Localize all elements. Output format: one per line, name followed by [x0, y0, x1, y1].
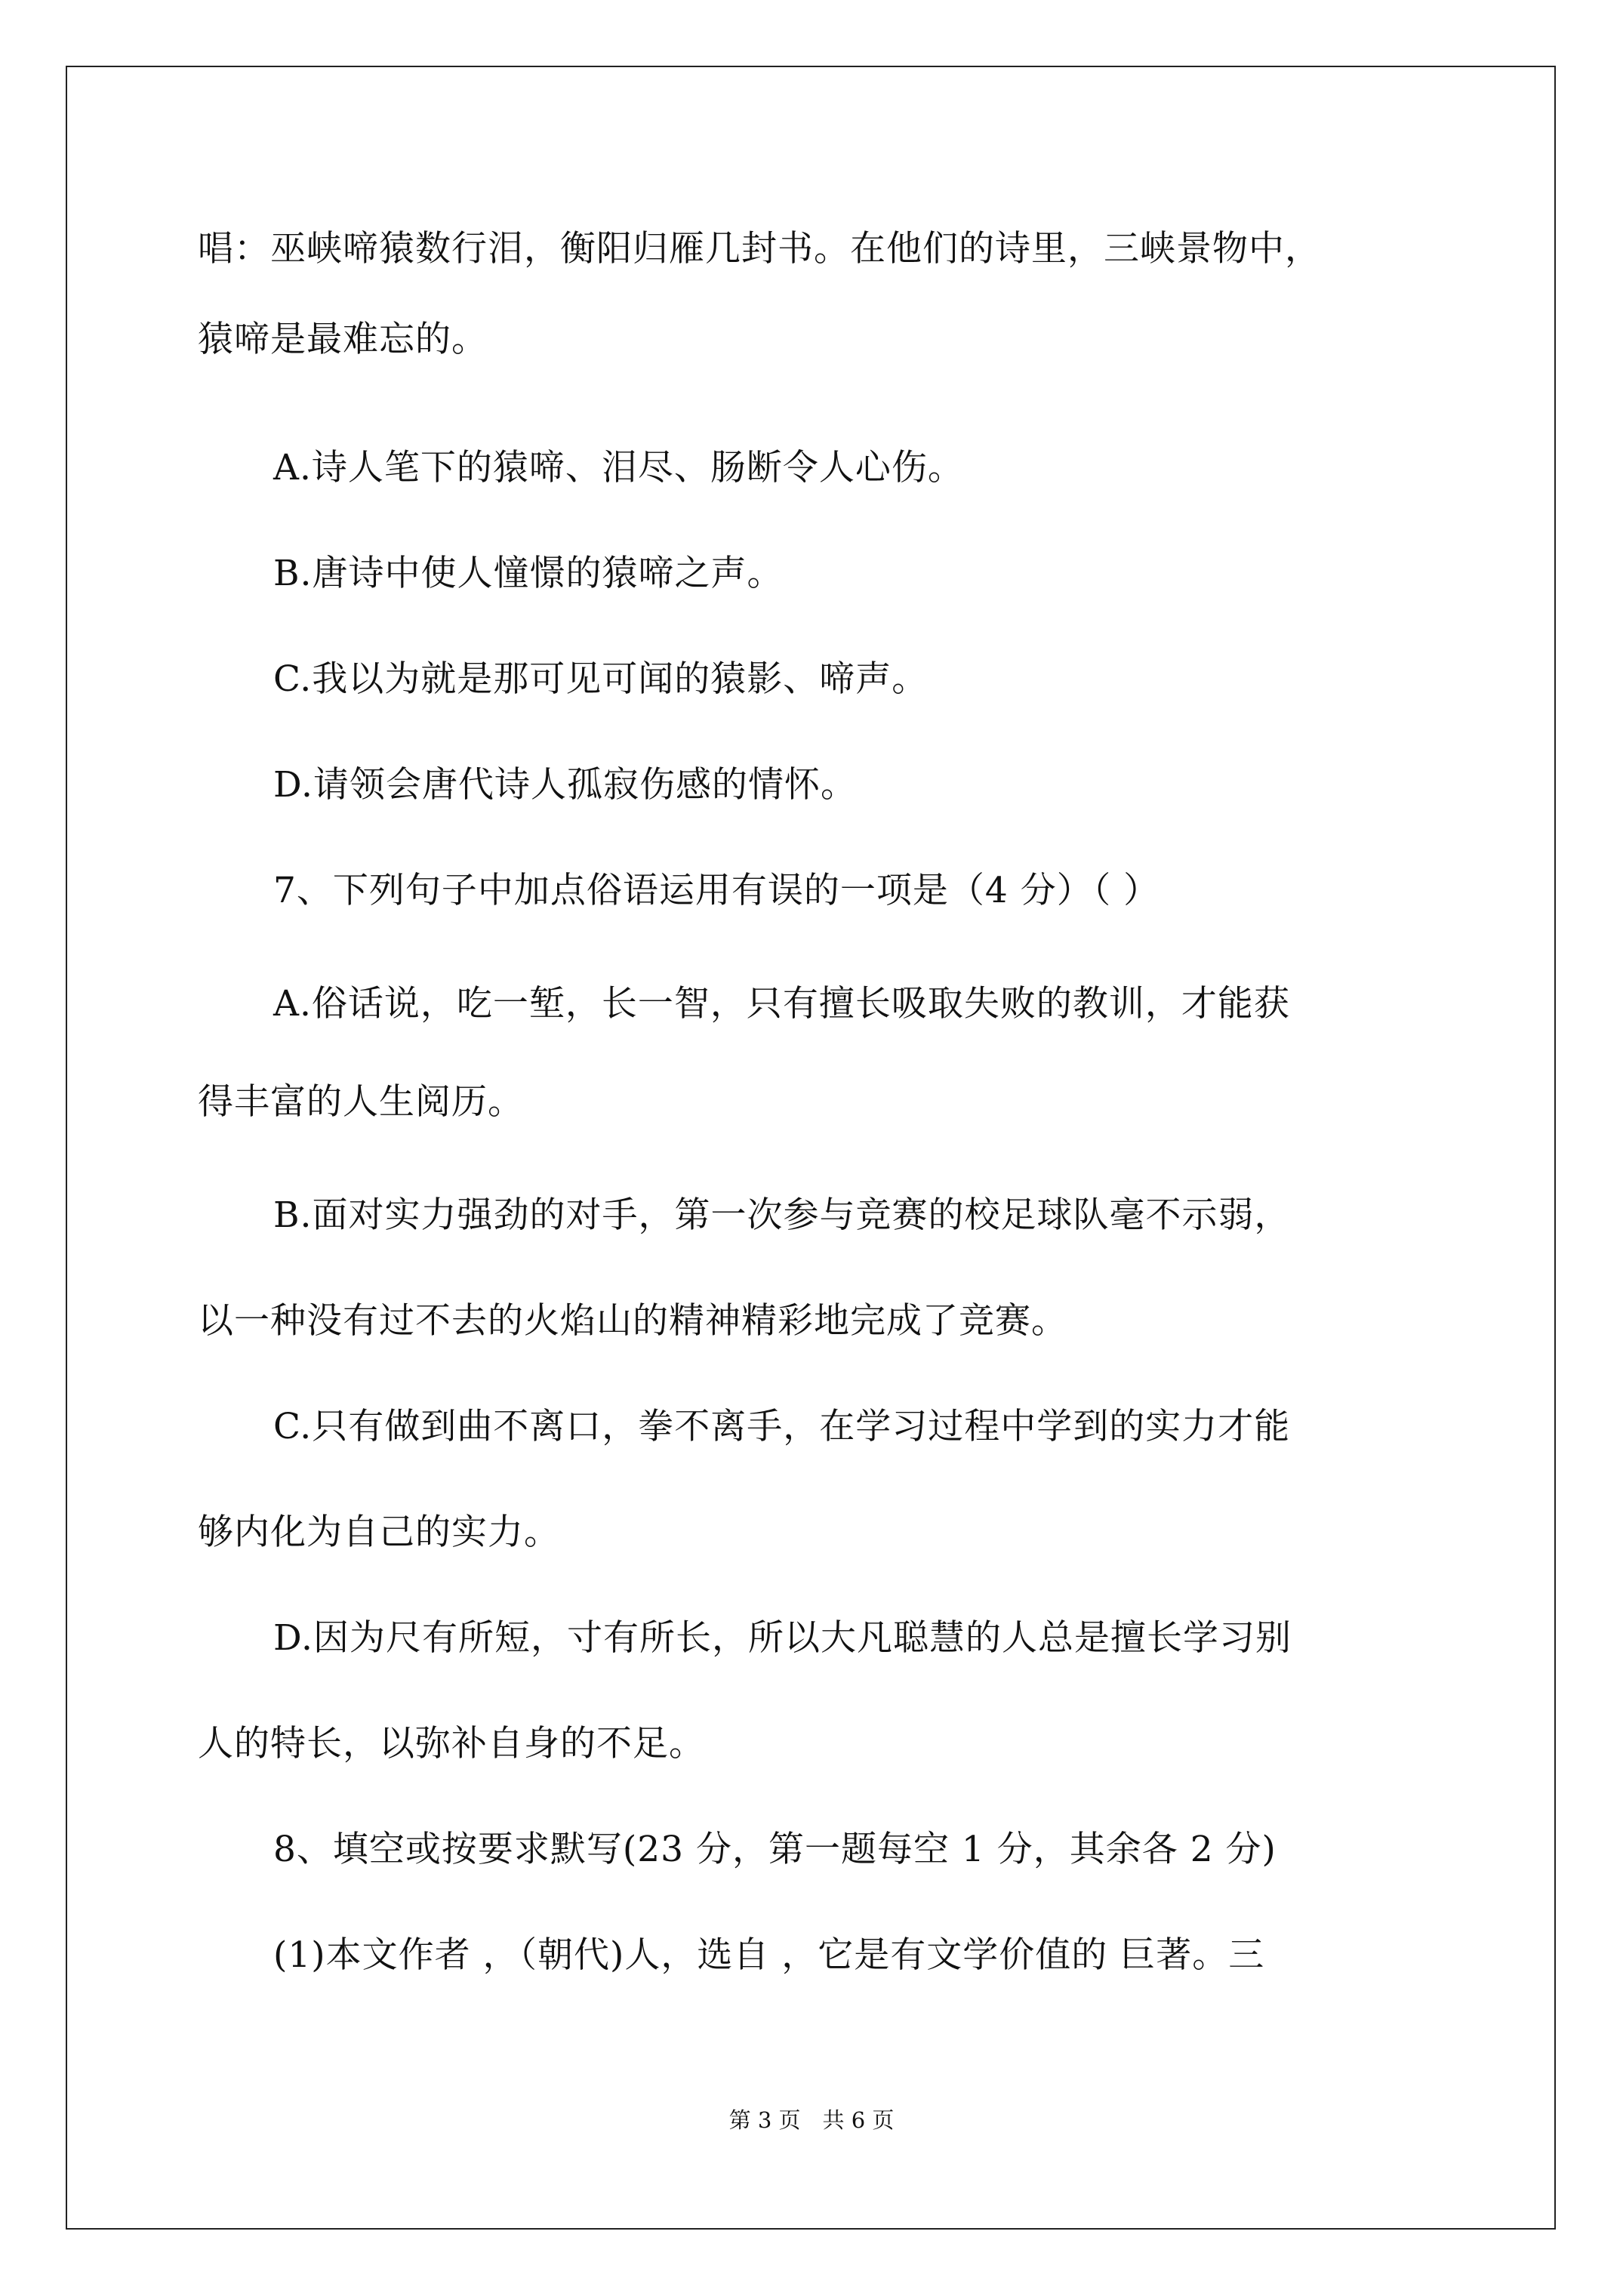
- question-7-title: 7、下列句子中加点俗语运用有误的一项是（4 分）（ ）: [273, 870, 1160, 911]
- page-number-footer: 第 3 页 共 6 页: [728, 2107, 895, 2133]
- option-a-line: A.诗人笔下的猿啼、泪尽、肠断令人心伤。: [273, 447, 964, 488]
- option-d-line: D.请领会唐代诗人孤寂伤感的情怀。: [273, 764, 857, 806]
- text-line-2: 猿啼是最难忘的。: [198, 319, 488, 360]
- option-b-line: B.唐诗中使人憧憬的猿啼之声。: [273, 553, 784, 594]
- q7-option-c-line-2: 够内化为自己的实力。: [198, 1512, 560, 1553]
- q7-option-b-line-1: B.面对实力强劲的对手，第一次参与竞赛的校足球队毫不示弱，: [273, 1194, 1291, 1236]
- q7-option-a-line-1: A.俗话说，吃一堑，长一智，只有擅长吸取失败的教训，才能获: [273, 983, 1290, 1025]
- q7-option-b-line-2: 以一种没有过不去的火焰山的精神精彩地完成了竞赛。: [198, 1300, 1067, 1342]
- q7-option-c-line-1: C.只有做到曲不离口，拳不离手，在学习过程中学到的实力才能: [273, 1406, 1291, 1447]
- q8-part-1-line: (1)本文作者 ，（朝代)人，选自 ，它是有文学价值的 巨著。三: [273, 1934, 1265, 1976]
- q7-option-a-line-2: 得丰富的人生阅历。: [198, 1081, 524, 1123]
- question-8-title: 8、填空或按要求默写(23 分，第一题每空 1 分，其余各 2 分): [273, 1829, 1277, 1870]
- text-line-1: 唱：巫峡啼猿数行泪，衡阳归雁几封书。在他们的诗里，三峡景物中，: [198, 228, 1321, 270]
- page-border: [66, 66, 1556, 2230]
- q7-option-d-line-2: 人的特长，以弥补自身的不足。: [198, 1723, 705, 1764]
- option-c-line: C.我以为就是那可见可闻的猿影、啼声。: [273, 658, 929, 700]
- q7-option-d-line-1: D.因为尺有所短，寸有所长，所以大凡聪慧的人总是擅长学习别: [273, 1617, 1292, 1659]
